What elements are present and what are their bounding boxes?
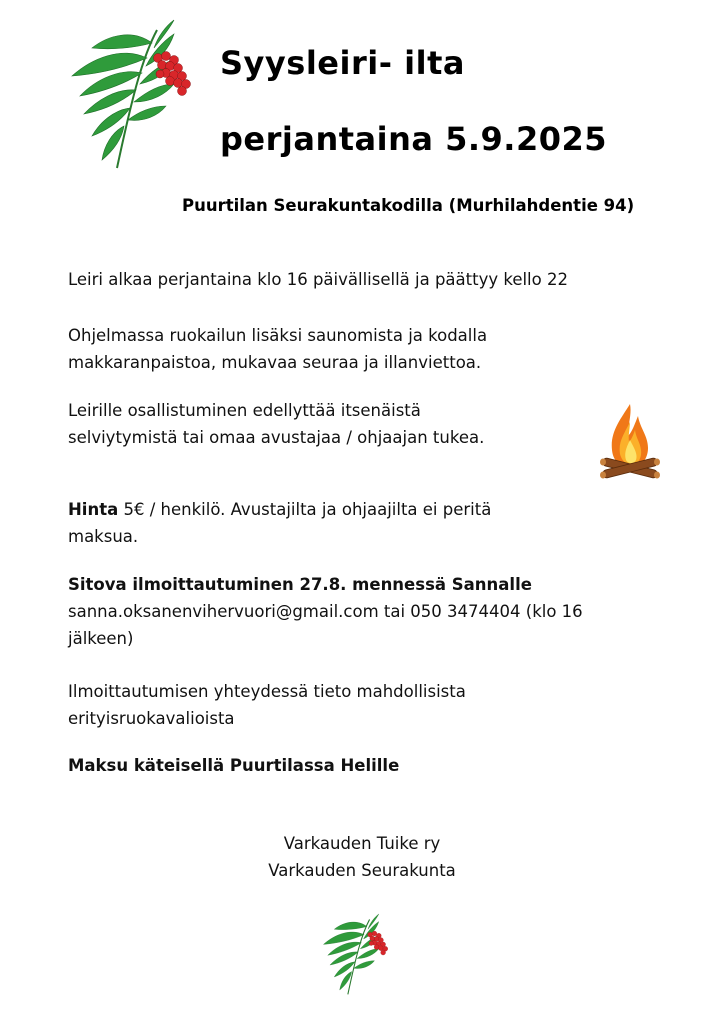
registration-paragraph (68, 571, 688, 652)
diet-paragraph (68, 678, 668, 732)
price-label: Hinta (68, 500, 119, 519)
price-line-1: 5€ / henkilö. Avustajilta ja ohjaajilta ei peritä (118, 500, 492, 519)
schedule-text: Leiri alkaa perjantaina klo 16 päivällisellä ja päättyy kello 22 (68, 270, 568, 289)
requirement-line-2: selviytymistä tai omaa avustajaa / ohjaajan tukea. (68, 428, 485, 447)
registration-contact-line-1: sanna.oksanenvihervuori@gmail.com tai 050 3474404 (klo 16 (68, 602, 583, 621)
requirement-paragraph (68, 397, 668, 451)
diet-line-2: erityisruokavalioista (68, 709, 235, 728)
price-paragraph (68, 496, 668, 550)
footer-org-1: Varkauden Tuike ry (283, 834, 441, 853)
registration-contact-line-2: jälkeen) (68, 629, 134, 648)
registration-heading: Sitova ilmoittautuminen 27.8. mennessä Sannalle (68, 575, 532, 594)
diet-line-1: Ilmoittautumisen yhteydessä tieto mahdollisista (68, 682, 466, 701)
program-line-2: makkaranpaistoa, mukavaa seuraa ja illanviettoa. (68, 353, 482, 372)
program-paragraph (68, 322, 668, 376)
payment-text: Maksu käteisellä Puurtilassa Helille (68, 756, 400, 775)
requirement-line-1: Leirille osallistuminen edellyttää itsenäistä (68, 401, 421, 420)
footer-organizations (62, 830, 662, 884)
price-line-2: maksua. (68, 527, 139, 546)
venue-subtitle: Puurtilan Seurakuntakodilla (Murhilahdentie 94) (182, 196, 635, 215)
footer-org-2: Varkauden Seurakunta (268, 861, 456, 880)
rowan-branch-icon (62, 18, 202, 173)
program-line-1: Ohjelmassa ruokailun lisäksi saunomista ja kodalla (68, 326, 488, 345)
title-line-2: perjantaina 5.9.2025 (220, 120, 608, 158)
rowan-branch-icon (318, 912, 394, 998)
campfire-icon (598, 402, 662, 484)
title-line-1: Syysleiri- ilta (220, 44, 465, 82)
